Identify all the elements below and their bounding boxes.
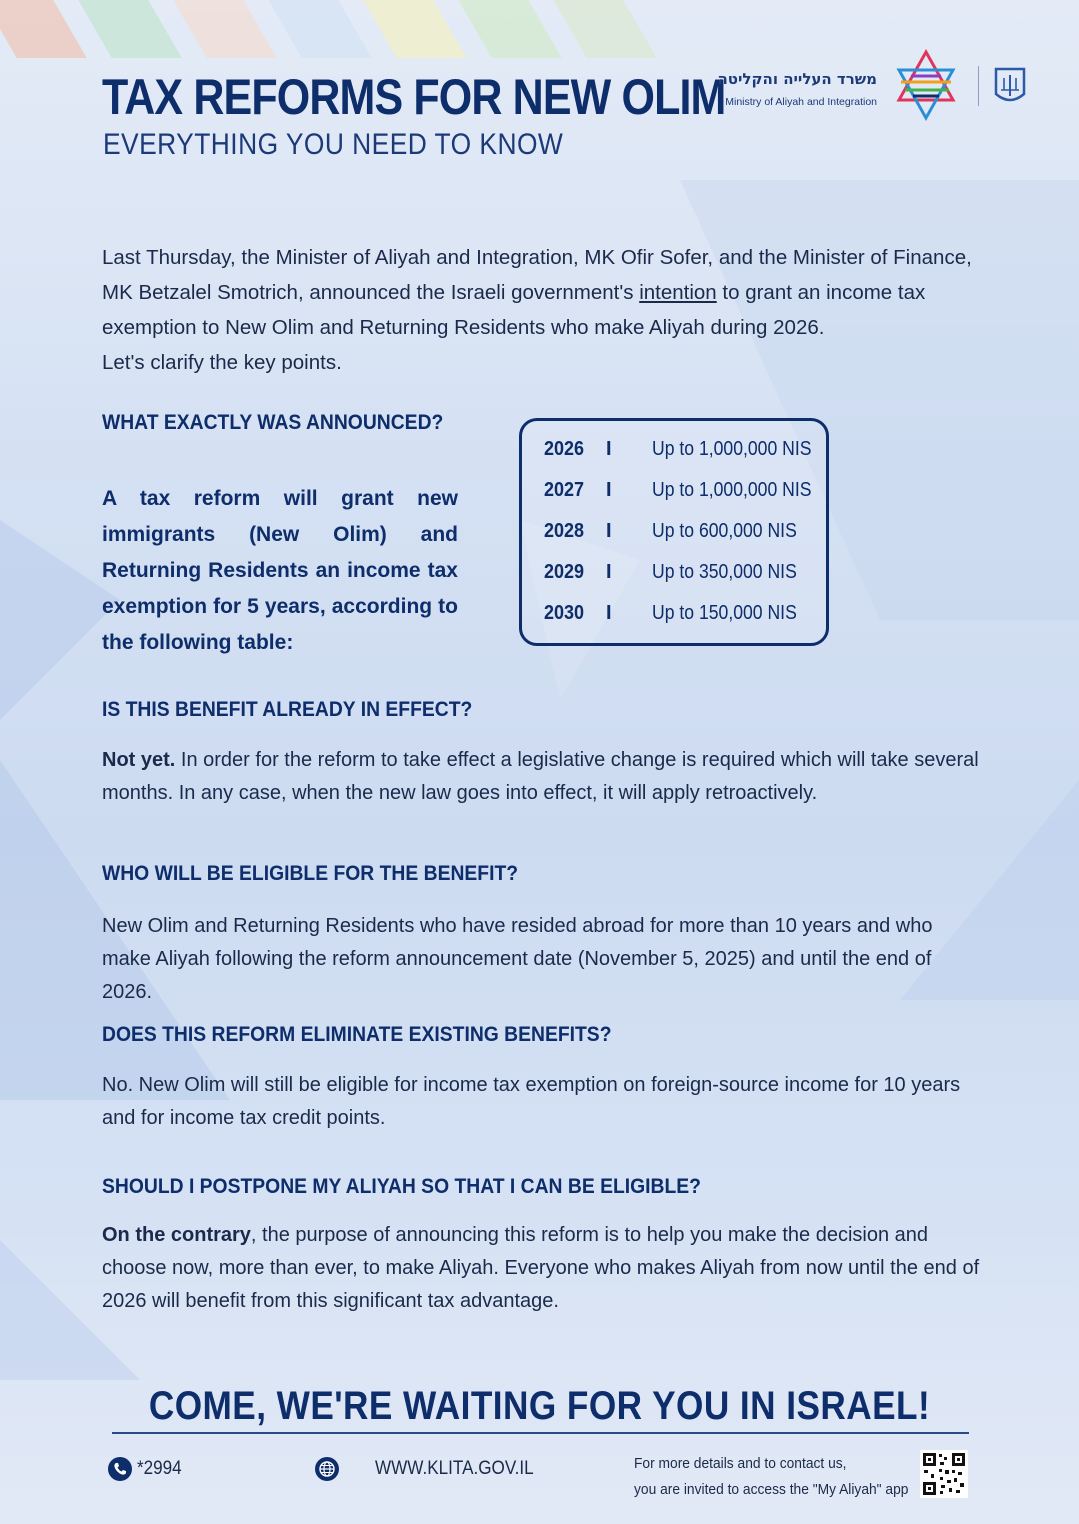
section-heading-announced: WHAT EXACTLY WAS ANNOUNCED? xyxy=(102,411,444,434)
section-postpone-paragraph xyxy=(102,1219,980,1318)
color-stripes-decoration xyxy=(0,0,700,58)
state-emblem-icon xyxy=(993,66,1027,106)
page-title: TAX REFORMS FOR NEW OLIM xyxy=(102,69,726,125)
section-heading-existing-benefits: DOES THIS REFORM ELIMINATE EXISTING BENEFITS? xyxy=(102,1023,612,1046)
stripe xyxy=(78,0,181,58)
stripe xyxy=(458,0,561,58)
globe-icon xyxy=(315,1457,339,1481)
ministry-logo-block xyxy=(708,48,1053,128)
contact-note-line-1: For more details and to contact us, xyxy=(634,1455,847,1472)
page-subtitle: EVERYTHING YOU NEED TO KNOW xyxy=(103,128,564,161)
table-year: 2030 xyxy=(544,602,585,624)
footer-divider xyxy=(112,1432,969,1434)
stripe xyxy=(268,0,371,58)
qr-code-icon[interactable] xyxy=(920,1450,968,1498)
website-link[interactable]: WWW.KLITA.GOV.IL xyxy=(375,1458,534,1479)
table-year: 2027 xyxy=(544,479,585,501)
stripe xyxy=(553,0,656,58)
stripe xyxy=(363,0,466,58)
table-amount: Up to 600,000 NIS xyxy=(652,520,797,542)
section-heading-eligible: WHO WILL BE ELIGIBLE FOR THE BENEFIT? xyxy=(102,862,519,885)
stripe xyxy=(173,0,276,58)
intro-paragraph xyxy=(102,240,980,380)
stripe xyxy=(0,0,87,58)
section-heading-postpone: SHOULD I POSTPONE MY ALIYAH SO THAT I CAN BE ELIGIBLE? xyxy=(102,1175,701,1198)
section-in-effect-paragraph xyxy=(102,744,980,810)
table-separator: I xyxy=(606,479,612,501)
table-year: 2026 xyxy=(544,438,585,460)
table-amount: Up to 1,000,000 NIS xyxy=(652,479,812,501)
table-separator: I xyxy=(606,602,612,624)
table-amount: Up to 150,000 NIS xyxy=(652,602,797,624)
logo-separator xyxy=(978,66,979,106)
section-heading-in-effect: IS THIS BENEFIT ALREADY IN EFFECT? xyxy=(102,698,473,721)
table-year: 2028 xyxy=(544,520,585,542)
table-amount: Up to 1,000,000 NIS xyxy=(652,438,812,460)
phone-number-link[interactable]: *2994 xyxy=(137,1458,182,1479)
table-amount: Up to 350,000 NIS xyxy=(652,561,797,583)
table-year: 2029 xyxy=(544,561,585,583)
ministry-name-hebrew: משרד העלייה והקליטה xyxy=(717,70,877,88)
intro-text-end: to grant an income tax exemption to New Olim and Returning Residents who make Aliyah during 2026. xyxy=(102,281,926,339)
contact-note-line-2: you are invited to access the "My Aliyah" app xyxy=(634,1481,909,1498)
contact-note xyxy=(634,1451,908,1503)
section-in-effect-text: In order for the reform to take effect a legislative change is required which will take several months. In any case, when the new law goes into effect, it will apply retroactively. xyxy=(102,749,979,804)
intro-underlined-word: intention xyxy=(639,281,717,304)
section-eligible-paragraph: New Olim and Returning Residents who have resided abroad for more than 10 years and who make Aliyah following the reform announcement date (November 5, 2025) and until the end of 2026. xyxy=(102,915,933,1003)
intro-text-start: Last Thursday, the Minister of Aliyah and Integration, MK Ofir Sofer, and the Minister of Finance, MK Betzalel Smotrich, announced the Israeli government's xyxy=(102,246,972,304)
exemption-table xyxy=(519,418,829,646)
ministry-logo-icon xyxy=(891,48,961,123)
section-postpone-bold: On the contrary xyxy=(102,1224,251,1246)
section-in-effect-bold: Not yet. xyxy=(102,749,176,771)
table-separator: I xyxy=(606,561,612,583)
call-to-action: COME, WE'RE WAITING FOR YOU IN ISRAEL! xyxy=(148,1384,931,1428)
table-separator: I xyxy=(606,520,612,542)
section-existing-benefits-paragraph: No. New Olim will still be eligible for income tax exemption on foreign-source income for 10 years and for income tax credit points. xyxy=(102,1074,961,1129)
table-separator: I xyxy=(606,438,612,460)
section-lead-text: A tax reform will grant new immigrants (New Olim) and Returning Residents an income tax exemption for 5 years, according to the following table: xyxy=(102,487,458,654)
ministry-name-english: Ministry of Aliyah and Integration xyxy=(725,96,877,108)
section-postpone-text: , the purpose of announcing this reform is to help you make the decision and choose now, more than ever, to make Aliyah. Everyone who makes Aliyah from now until the end of 2026 will benefit from this significant tax advantage. xyxy=(102,1224,980,1312)
phone-icon xyxy=(108,1457,132,1481)
intro-line-2: Let's clarify the key points. xyxy=(102,351,342,374)
